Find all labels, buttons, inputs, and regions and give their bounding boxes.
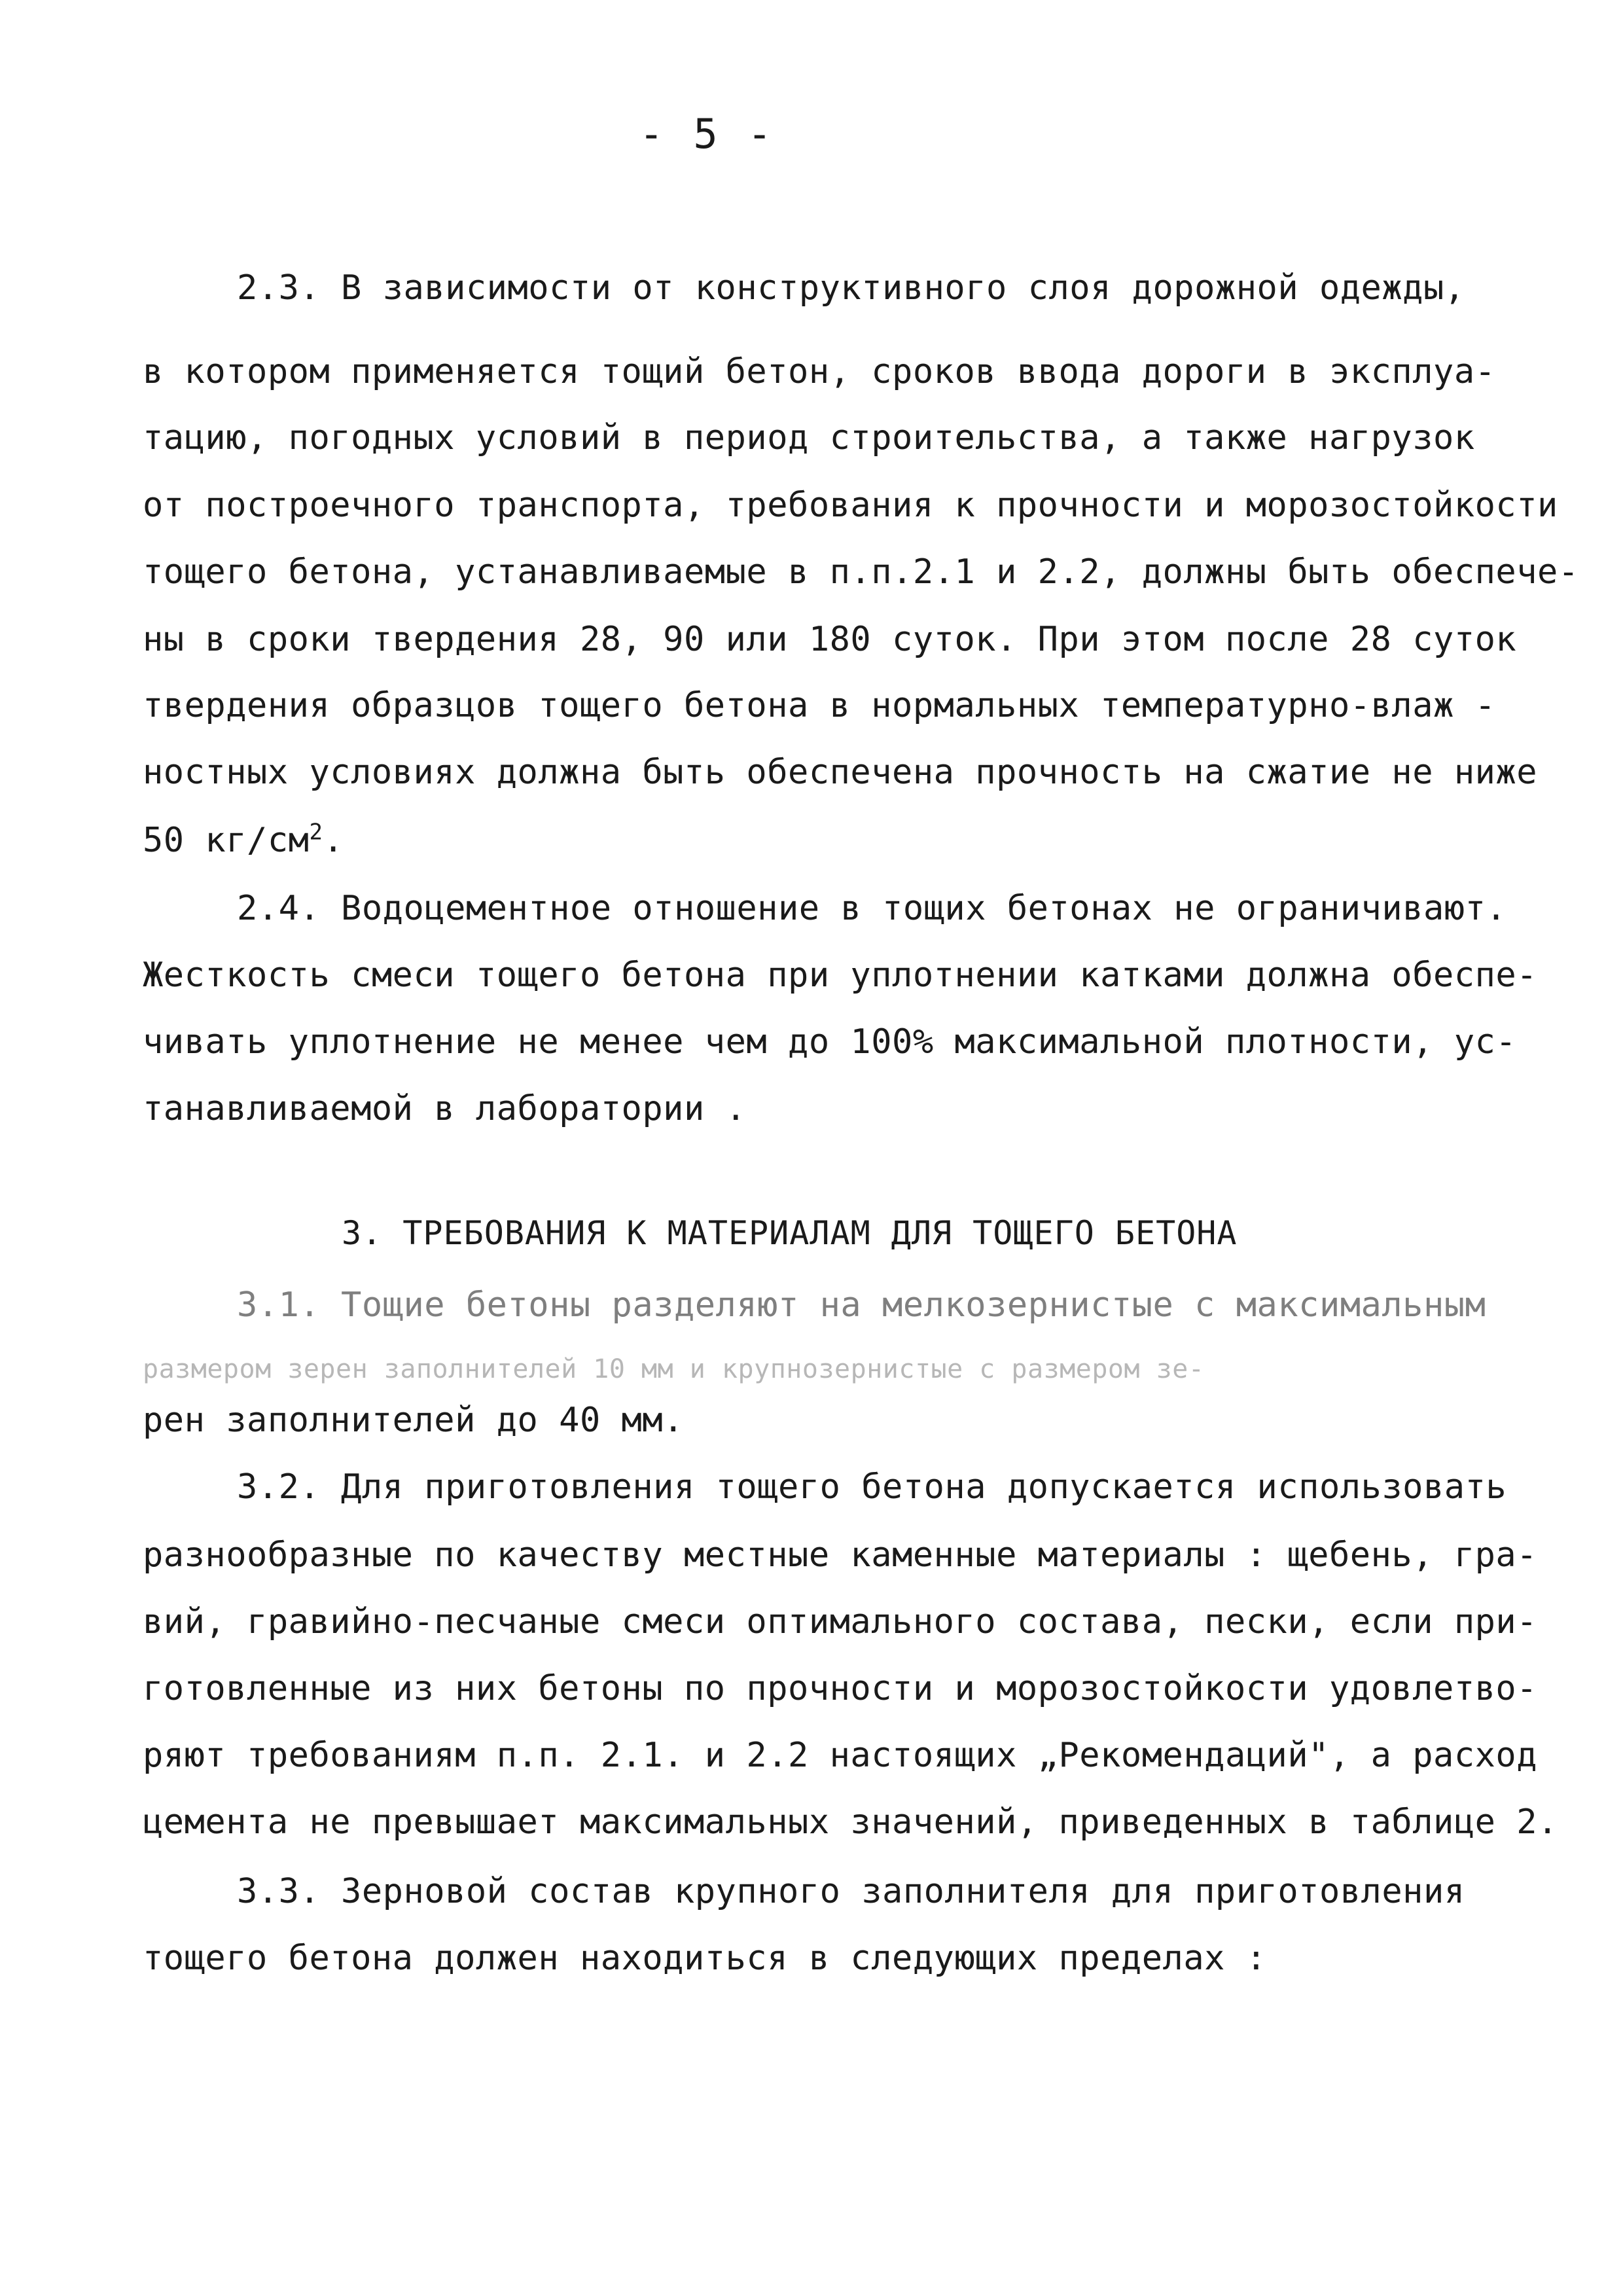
- paragraph-2-3-line-6: ны в сроки твердения 28, 90 или 180 суток. При этом после 28 суток: [143, 620, 1517, 659]
- paragraph-3-2-line-5: ряют требованиям п.п. 2.1. и 2.2 настоящих „Рекомендаций", а расход: [143, 1736, 1538, 1775]
- paragraph-3-2-line-4: готовленные из них бетоны по прочности и морозостойкости удовлетво-: [143, 1669, 1538, 1708]
- paragraph-3-1-line-2: размером зерен заполнителей 10 мм и крупнозернистые с размером зе-: [143, 1354, 1205, 1384]
- paragraph-2-3-line-3: тацию, погодных условий в период строительства, а также нагрузок: [143, 418, 1475, 457]
- paragraph-2-4-line-4: танавливаемой в лаборатории .: [143, 1089, 747, 1128]
- superscript-2: 2: [309, 819, 323, 846]
- paragraph-2-3-line-7: твердения образцов тощего бетона в нормальных температурно-влаж -: [143, 686, 1496, 725]
- paragraph-2-4-line-1: 2.4. Водоцементное отношение в тощих бетонах не ограничивают.: [237, 889, 1507, 928]
- paragraph-2-3-line-2: в котором применяется тощий бетон, сроков ввода дороги в эксплуа-: [143, 352, 1496, 391]
- paragraph-3-3-line-2: тощего бетона должен находиться в следующих пределах :: [143, 1939, 1267, 1978]
- paragraph-2-3-line-4: от построечного транспорта, требования к прочности и морозостойкости: [143, 486, 1558, 525]
- paragraph-3-2-line-3: вий, гравийно-песчаные смеси оптимального состава, пески, если при-: [143, 1602, 1538, 1641]
- paragraph-3-2-line-2: разнообразные по качеству местные каменные материалы : щебень, гра-: [143, 1535, 1538, 1575]
- paragraph-2-3-line-5: тощего бетона, устанавливаемые в п.п.2.1 и 2.2, должны быть обеспече-: [143, 552, 1579, 592]
- paragraph-2-3-line-8: ностных условиях должна быть обеспечена прочность на сжатие не ниже: [143, 753, 1538, 792]
- page-number: - 5 -: [639, 110, 775, 158]
- section-3-heading: 3. ТРЕБОВАНИЯ К МАТЕРИАЛАМ ДЛЯ ТОЩЕГО БЕТОНА: [342, 1214, 1238, 1252]
- paragraph-2-4-line-2: Жесткость смеси тощего бетона при уплотнении катками должна обеспе-: [143, 956, 1538, 995]
- paragraph-2-3-line-1: 2.3. В зависимости от конструктивного слоя дорожной одежды,: [237, 268, 1465, 308]
- sentence-end: .: [323, 821, 344, 860]
- paragraph-3-1-line-1: 3.1. Тощие бетоны разделяют на мелкозернистые с максимальным: [237, 1285, 1486, 1325]
- paragraph-3-2-line-6: цемента не превышает максимальных значений, приведенных в таблице 2.: [143, 1803, 1558, 1842]
- paragraph-2-4-line-3: чивать уплотнение не менее чем до 100% максимальной плотности, ус-: [143, 1022, 1517, 1062]
- paragraph-3-3-line-1: 3.3. Зерновой состав крупного заполнителя для приготовления: [237, 1872, 1465, 1911]
- paragraph-3-1-line-3: рен заполнителей до 40 мм.: [143, 1401, 684, 1440]
- strength-value: 50 кг/см: [143, 821, 310, 860]
- paragraph-3-2-line-1: 3.2. Для приготовления тощего бетона допускается использовать: [237, 1467, 1507, 1507]
- paragraph-2-3-line-9: [143, 819, 344, 861]
